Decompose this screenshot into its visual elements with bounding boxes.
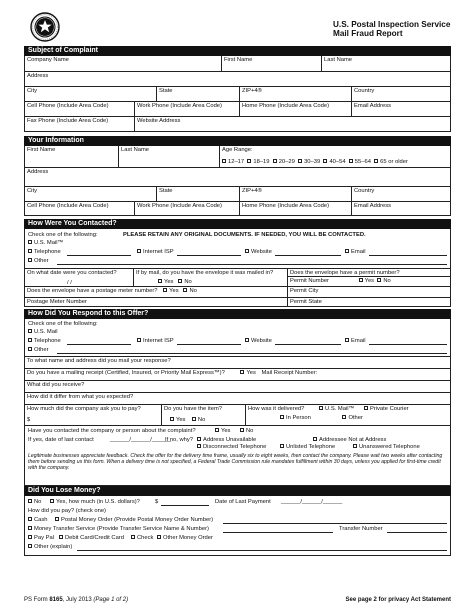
if-no-why-label: If no, why?	[165, 437, 194, 443]
checkbox-icon	[222, 159, 226, 163]
money-transfer-option[interactable]: Money Transfer Service (Provide Transfer Service Name & Number)	[28, 526, 209, 533]
subject-cell-phone-field[interactable]: Cell Phone (Include Area Code)	[27, 103, 109, 109]
form-title	[333, 20, 451, 38]
paypal-option[interactable]: Pay Pal	[28, 535, 54, 542]
checkbox-icon	[245, 338, 249, 342]
checkbox-icon	[240, 370, 244, 374]
checkbox-icon	[28, 535, 32, 539]
subject-city-row	[24, 87, 451, 102]
checkbox-icon	[28, 347, 32, 351]
checkbox-icon	[313, 437, 317, 441]
what-receive-field[interactable]: What did you receive?	[27, 382, 85, 388]
delivered-other-option[interactable]: Other	[342, 415, 363, 421]
checkbox-icon	[28, 249, 32, 253]
postal-money-order-option[interactable]: Postal Money Order (Provide Postal Money Order Number)	[55, 517, 213, 524]
transfer-number-label: Transfer Number	[339, 526, 383, 532]
age-option[interactable]: 20–29	[273, 159, 295, 165]
cash-option[interactable]: Cash	[28, 517, 48, 524]
checkbox-icon	[28, 329, 32, 333]
contacted-company-row	[24, 426, 451, 486]
check-option[interactable]: Check	[131, 535, 153, 542]
envelope-no-option[interactable]: No	[178, 279, 191, 285]
age-option[interactable]: 18–19	[247, 159, 269, 165]
subject-heading: Subject of Complaint	[24, 46, 451, 56]
checkbox-icon	[319, 406, 323, 410]
checkbox-icon	[280, 415, 284, 419]
item-no-option[interactable]: No	[192, 417, 205, 423]
checkbox-icon	[353, 444, 357, 448]
info-cell-phone-field[interactable]: Cell Phone (Include Area Code)	[27, 203, 109, 209]
subject-phone-row	[24, 102, 451, 117]
checkbox-icon	[59, 535, 63, 539]
contacted-date-field[interactable]: On what date were you contacted? / /	[25, 269, 133, 286]
last-contact-date-field[interactable]: ______/______/______	[110, 437, 172, 443]
form-number: PS Form 8165, July 2013 (Page 1 of 2)	[24, 597, 129, 603]
mail-receipt-number-label: Mail Receipt Number:	[261, 370, 318, 376]
debit-credit-card-option[interactable]: Debit Card/Credit Card	[59, 535, 124, 542]
how-pay-label: How did you pay? (check one)	[28, 508, 106, 514]
date-separators: / /	[67, 280, 72, 286]
contacted-method-row	[24, 229, 451, 269]
age-range-group	[219, 146, 450, 167]
checkbox-icon	[137, 249, 141, 253]
subject-zip-field[interactable]: ZIP+4®	[239, 87, 351, 101]
subject-address-row	[24, 72, 451, 87]
money-heading: Did You Lose Money?	[24, 486, 451, 496]
lost-money-no-option[interactable]: No	[28, 499, 41, 506]
postage-yes-option[interactable]: Yes	[163, 288, 178, 294]
delivered-in-person-option[interactable]: In Person	[280, 415, 311, 421]
checkbox-icon	[28, 517, 32, 521]
legitimate-business-note: Legitimate businesses appreciate feedback. Check the offer for the delivery time frame, usually six to eight weeks, then contact the company. Please wait two weeks after contacting them before sending us this form. When a delivery time is not specified, a Federal Trade Commission rule mandates fulfillment within 30 days, unless you applied for first-time credit with the company.	[28, 453, 443, 471]
checkbox-icon	[163, 288, 167, 292]
info-first-name-field[interactable]: First Name	[27, 147, 56, 153]
postage-meter-row	[24, 287, 451, 307]
address-unavailable-option[interactable]: Address Unavailable	[197, 437, 256, 444]
other-explain-option[interactable]: Other (explain)	[28, 544, 72, 551]
checkbox-icon	[345, 338, 349, 342]
checkbox-icon	[345, 249, 349, 253]
unanswered-telephone-option[interactable]: Unanswered Telephone	[353, 444, 420, 451]
checkbox-icon	[245, 249, 249, 253]
envelope-mailed-field: If by mail, do you have the envelope it was mailed in? Yes No	[133, 269, 287, 286]
delivered-private-courier-option[interactable]: Private Courier	[364, 406, 409, 412]
subject-email-field[interactable]: Email Address	[351, 102, 450, 116]
envelope-yes-option[interactable]: Yes	[158, 279, 173, 285]
how-differ-row	[24, 393, 451, 405]
amount-asked-currency: $	[27, 417, 31, 423]
checkbox-icon	[170, 417, 174, 421]
respond-us-mail-option[interactable]: U.S. Mail	[28, 329, 58, 336]
respond-check-one-label: Check one of the following:	[28, 321, 98, 327]
info-zip-field[interactable]: ZIP+4®	[239, 187, 351, 201]
permit-number-field[interactable]: Permit Number Yes No	[290, 278, 391, 284]
subject-website-field[interactable]: Website Address	[134, 117, 450, 131]
subject-city-field[interactable]: City	[27, 88, 37, 94]
age-option[interactable]: 30–39	[298, 159, 320, 165]
info-address-row	[24, 168, 451, 187]
age-range-options	[222, 159, 448, 166]
checkbox-icon	[342, 415, 346, 419]
postage-meter-field[interactable]: Postage Meter Number	[27, 299, 87, 305]
other-money-order-option[interactable]: Other Money Order	[157, 535, 213, 542]
disconnected-telephone-option[interactable]: Disconnected Telephone	[197, 444, 266, 451]
info-name-row	[24, 146, 451, 168]
contacted-telephone-option[interactable]: Telephone	[28, 249, 61, 256]
info-heading: Your Information	[24, 136, 451, 146]
subject-first-name-field[interactable]: First Name	[221, 56, 321, 71]
subject-home-phone-field[interactable]: Home Phone (Include Area Code)	[239, 102, 351, 116]
contacted-us-mail-option[interactable]: U.S. Mail™	[28, 240, 63, 247]
checkbox-icon	[157, 535, 161, 539]
contacted-company-no-option[interactable]: No	[240, 428, 253, 435]
permit-state-field[interactable]: Permit State	[290, 299, 322, 305]
contacted-check-one-label: Check one of the following:	[28, 232, 98, 238]
amount-asked-field[interactable]: How much did the company ask you to pay? $	[25, 405, 161, 425]
checkbox-icon	[359, 278, 363, 282]
unlisted-telephone-option[interactable]: Unlisted Telephone	[280, 444, 335, 451]
checkbox-icon	[197, 437, 201, 441]
checkbox-icon	[215, 428, 219, 432]
checkbox-icon	[28, 240, 32, 244]
mail-receipt-field: Do you have a mailing receipt (Certified, Insured, or Priority Mail Express™)? Yes Mail Receipt Number:	[27, 370, 318, 376]
checkbox-icon	[197, 444, 201, 448]
respond-website-option[interactable]: Website	[245, 338, 272, 345]
contacted-internet-isp-option[interactable]: Internet ISP	[137, 249, 174, 256]
retain-documents-notice: PLEASE RETAIN ANY ORIGINAL DOCUMENTS. IF NEEDED, YOU WILL BE CONTACTED.	[123, 232, 366, 238]
contacted-other-option[interactable]: Other	[28, 258, 49, 265]
checkbox-icon	[183, 288, 187, 292]
checkbox-icon	[323, 159, 327, 163]
info-city-row	[24, 187, 451, 202]
checkbox-icon	[273, 159, 277, 163]
contacted-heading: How Were You Contacted?	[24, 219, 451, 229]
checkbox-icon	[298, 159, 302, 163]
checkbox-icon	[28, 338, 32, 342]
form-footer	[24, 597, 451, 605]
mail-receipt-row	[24, 369, 451, 381]
contacted-company-yes-option[interactable]: Yes	[215, 428, 230, 435]
how-differ-field[interactable]: How did it differ from what you expected?	[27, 394, 134, 400]
subject-country-field[interactable]: Country	[351, 87, 450, 101]
postage-meter-group: Does the envelope have a postage meter number? Yes No Postage Meter Number	[25, 287, 287, 306]
info-city-field[interactable]: City	[27, 188, 37, 194]
respond-email-option[interactable]: Email	[345, 338, 366, 345]
postage-no-option[interactable]: No	[183, 288, 196, 294]
checkbox-icon	[280, 444, 284, 448]
delivery-method-field: How was it delivered? U.S. Mail™ Private Courier In Person Other	[245, 405, 450, 425]
mailed-response-row	[24, 357, 451, 369]
subject-state-field[interactable]: State	[156, 87, 239, 101]
privacy-act-note: See page 2 for privacy Act Statement	[345, 597, 451, 603]
checkbox-icon	[55, 517, 59, 521]
checkbox-icon	[178, 279, 182, 283]
postal-inspection-seal-icon	[30, 12, 60, 42]
checkbox-icon	[137, 338, 141, 342]
delivered-us-mail-option[interactable]: U.S. Mail™	[319, 406, 354, 412]
receipt-yes-option[interactable]: Yes	[240, 370, 255, 376]
subject-fax-row	[24, 117, 451, 132]
age-option[interactable]: 12–17	[222, 159, 244, 165]
checkbox-icon	[28, 258, 32, 262]
info-country-field[interactable]: Country	[351, 187, 450, 201]
info-home-phone-field[interactable]: Home Phone (Include Area Code)	[239, 202, 351, 215]
mailed-response-field[interactable]: To what name and address did you mail your response?	[27, 358, 171, 364]
subject-address-field[interactable]: Address	[27, 73, 49, 79]
respond-telephone-option[interactable]: Telephone	[28, 338, 61, 345]
subject-fax-field[interactable]: Fax Phone (Include Area Code)	[27, 118, 109, 124]
respond-heading: How Did You Respond to this Offer?	[24, 309, 451, 319]
checkbox-icon	[349, 159, 353, 163]
checkbox-icon	[131, 535, 135, 539]
contacted-date-row	[24, 269, 451, 287]
age-range-label: Age Range:	[222, 147, 253, 153]
permit-group: Does the envelope have a permit number? Permit Number Yes No	[287, 269, 450, 286]
title-line-1: U.S. Postal Inspection Service	[333, 20, 451, 29]
checkbox-icon	[364, 406, 368, 410]
respond-method-row	[24, 319, 451, 357]
checkbox-icon	[374, 159, 378, 163]
lost-money-yes-option[interactable]: Yes, how much (in U.S. dollars)?	[50, 499, 140, 506]
addressee-not-at-address-option[interactable]: Addressee Not at Address	[313, 437, 386, 444]
checkbox-icon	[158, 279, 162, 283]
info-address-field[interactable]: Address	[27, 169, 49, 175]
info-last-name-field[interactable]: Last Name	[118, 146, 219, 167]
age-option[interactable]: 55–64	[349, 159, 371, 165]
respond-other-option[interactable]: Other	[28, 347, 49, 354]
what-receive-row	[24, 381, 451, 393]
subject-name-row	[24, 56, 451, 72]
info-email-field[interactable]: Email Address	[351, 202, 450, 215]
permit-location-group	[287, 287, 450, 306]
last-payment-date-field[interactable]: ______/______/______	[281, 499, 343, 505]
checkbox-icon	[192, 417, 196, 421]
money-details-row	[24, 496, 451, 556]
subject-work-phone-field[interactable]: Work Phone (Include Area Code)	[134, 102, 239, 116]
lost-amount-currency: $	[155, 499, 159, 505]
last-payment-date-label: Date of Last Payment	[215, 499, 271, 505]
checkbox-icon	[28, 499, 32, 503]
form-header	[24, 12, 451, 46]
checkbox-icon	[240, 428, 244, 432]
contacted-website-option[interactable]: Website	[245, 249, 272, 256]
title-line-2: Mail Fraud Report	[333, 29, 403, 38]
contacted-email-option[interactable]: Email	[345, 249, 366, 256]
age-option[interactable]: 65 or older	[374, 159, 408, 165]
checkbox-icon	[50, 499, 54, 503]
last-contact-date-label: If yes, date of last contact	[28, 437, 94, 443]
checkbox-icon	[28, 526, 32, 530]
have-item-field: Do you have the item? Yes No	[161, 405, 245, 425]
mail-fraud-report-form	[24, 12, 451, 605]
contacted-company-question: Have you contacted the company or person about the complaint?	[28, 428, 196, 434]
checkbox-icon	[377, 278, 381, 282]
info-work-phone-field[interactable]: Work Phone (Include Area Code)	[134, 202, 239, 215]
age-option[interactable]: 40–54	[323, 159, 345, 165]
subject-last-name-field[interactable]: Last Name	[321, 56, 450, 71]
info-state-field[interactable]: State	[156, 187, 239, 201]
payment-asked-row	[24, 405, 451, 426]
info-phone-row	[24, 202, 451, 216]
respond-internet-isp-option[interactable]: Internet ISP	[137, 338, 174, 345]
company-name-field[interactable]: Company Name	[27, 57, 69, 63]
item-yes-option[interactable]: Yes	[170, 417, 185, 423]
checkbox-icon	[247, 159, 251, 163]
checkbox-icon	[28, 544, 32, 548]
permit-city-field[interactable]: Permit City	[288, 287, 450, 298]
